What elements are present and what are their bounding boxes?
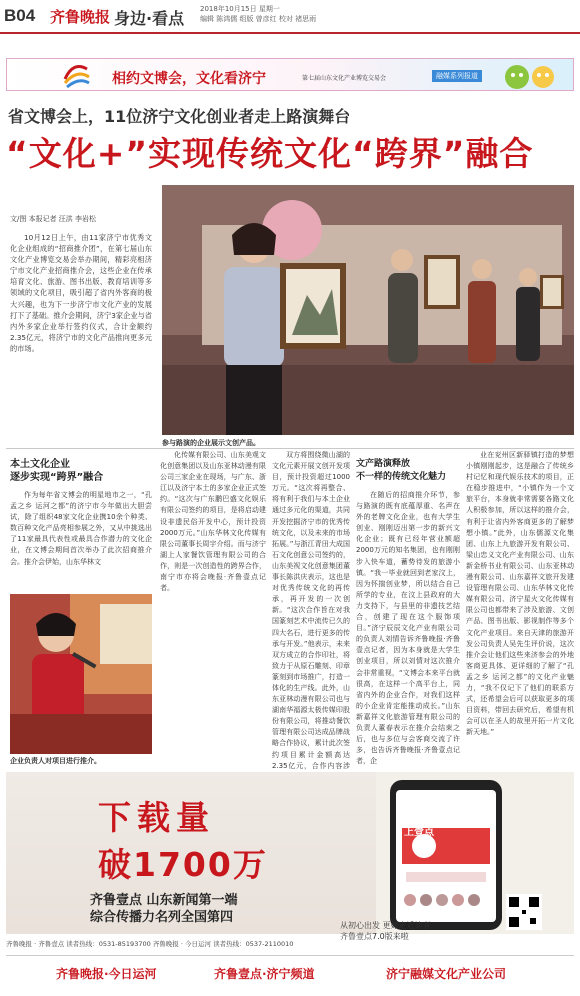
column-4 <box>356 458 460 767</box>
ad-tip: 从初心出发 更好走近读者 齐鲁壹点7.0版来啦 <box>340 921 431 941</box>
speaker-photo-caption: 企业负责人对项目进行推介。 <box>10 757 101 765</box>
column-1-heading: 本土文化企业 逐步实现“跨界”融合 <box>10 459 104 483</box>
expo-logo-icon <box>65 67 89 87</box>
reader-hotlines: 齐鲁晚报 · 齐鲁壹点 读者热线：0531-85193700 齐鲁晚报 · 今日运河 读者热线：0537-2110010 <box>6 940 294 948</box>
footer-logo-1: 齐鲁晚报·今日运河 <box>56 967 157 981</box>
column-3-text: 双方将围绕微山湖的文化元素开展文创开发项目，预计投资超过1000万元。“这次将再整合、将有利于我们与本土企业通过多元化的渠道，共同开发挖掘济宁市的优秀传统文化，以及未来的市场拓展。”与浙江青田大成国石文化创意公司签约的，山东美视文化创意集团董事长陈洪庆表示，这也是对优秀传统文化的再传承，再开发的一次创新。“这次合作旨在对我国篆刻艺术中流传已久的四大名石，进行更多的传承与开发。”他表示，未来双方成立的合作印社，将致力于从原石雕刻、印章篆刻到市场推广，打造一体化的生产线。此外，山东亚林动漫有限公司也与湖南华福源太极传媒印股份有限公司，将推动餐饮管理有限公司达成品牌战略合作协议，累计此次签约项目累计金额高达2.35亿元，合作内容涉 <box>272 451 350 770</box>
banner-title: 相约文博会，文化看济宁 <box>112 71 266 87</box>
qr-code-icon <box>506 894 542 930</box>
paper-logo: 齐鲁晚报 <box>50 8 111 26</box>
banner-subtitle: 第七届山东文化产业博览交易会 <box>302 75 387 82</box>
phone-icon <box>390 780 502 930</box>
page-number: B04 <box>4 6 36 25</box>
footer-logo-3: 济宁融媒文化产业公司 <box>386 967 507 981</box>
ad-headline-1: 下载量 <box>98 798 215 837</box>
staff-credits: 编辑 陈鸿儒 组版 曾彦红 校对 褚思雨 <box>200 15 317 23</box>
mascot-icon <box>505 65 554 89</box>
issue-date: 2018年10月15日 星期一 <box>200 5 280 13</box>
ad-slogan: 综合传播力名列全国第四 <box>90 910 234 925</box>
footer-logos <box>6 955 574 989</box>
expo-banner <box>6 58 574 91</box>
banner-tag: 融媒系列报道 <box>432 70 482 82</box>
phone-screen-text: 找记者 上壹点 <box>404 815 434 838</box>
column-5-text: 业在兖州区新驿镇打造的梦想小镇刚刚起步，这是融合了传统乡村记忆和现代娱乐技术的项目，正在稳步推进中，“小镇作为一个文旅平台，本身就非常需要各路文化人积极参加，所以这样的推介会，有利于让省内外客商更多的了解梦想小镇。”此外，山东儒源文化集团、山东上九旅游开发有限公司、梁山忠义文化产业有限公司、山东新金桥书业有限公司、山东亚林动漫有限公司、山东嘉祥文旅开发建设管理有限公司、山东华林文化传媒有限公司、济宁星火文化传媒有限公司也都带来了涉及旅游、文创产品、图书出版、影视制作等多个文化产业项目。来自天津的旅游开发公司负责人吴先生评价说，这次推介会让他们这些来济参会的外地客商更具体、更详细的了解了“孔孟之乡 运河之都”的文化产业魅力，“我不仅记下了他们的联系方式，还希望会后可以获取更多的项目资料，带回去研究后，希望有机会可以在圣人的故里开拓一片文化新天地。” <box>466 451 574 737</box>
divider <box>6 448 574 449</box>
column-2-text: 化传媒有限公司、山东美观文化创意集团以及山东亚林动漫有限公司三家企业在现场，与广东、浙江以及济宁本土的多家企业正式签约。“这次与广东鹏巴盛文化娱乐有限公司签约的项目，是将启动建设非遗民俗开发中心，预计投资2000万元。”山东华林文化传媒有限公司董事长周宇介绍。而与济宁湖上人家餐饮管理有限公司的合作，则是一次创造性的跨界合作，南宁市亦将会晚报·齐鲁壹点记者。 <box>160 451 266 593</box>
column-4-text: 在随后的招商推介环节，参与路演的既有底蕴厚重、名声在外的老牌文化企业，也有大学生创业、刚刚迈出第一步的新兴文化企业；既有已经年营业额超2000万元的知名集团，也有刚刚步入快车道，蓄势待发的旅游小镇。“我一毕业就回到老家汶上，因为怀揣创业梦，所以结合自己所学的专业，在汶上县政府的大力支持下，与县里的非遗技艺结合，创建了现在这个服饰项目。”济宁辰辰文化产业有限公司的负责人刘情告诉齐鲁晚报·齐鲁壹点记者，因为本身就是大学生创业项目，所以刘情对这次推介会非常重视，“文博会本来平台就很高，在这样一个高平台上，同省内外的企业合作，对我们这样的小企业肯定能推动成长。”山东新嘉祥文化旅游管理有限公司的负责人董春表示在推介会结束之后，也与多位与会客商交流了许多，也告诉齐鲁晚报·齐鲁壹点记者，企 <box>356 491 460 766</box>
column-1 <box>10 458 152 568</box>
speaker-photo <box>10 594 152 754</box>
issue-meta <box>200 4 400 24</box>
column-1-text: 作为每年省文博会的明星地市之一，“孔孟之乡 运河之都”的济宁市今年做出大胆尝试，除了组织48家文化企业携10余个种类、数百种文化产品亮相参展之外，又从中挑选出了11家最具代表性或最具合作潜力的文化企业，在文博会期间首次举办了此次招商推介会。推介会伊始，山东华林文 <box>10 491 152 566</box>
main-photo <box>162 185 574 435</box>
article-subtitle: 省文博会上，11位济宁文化创业者走上路演舞台 <box>8 107 351 126</box>
ad-headline-2: 破1700万 <box>98 845 268 884</box>
byline: 文/图 本报记者 汪洪 李岩松 <box>10 215 97 223</box>
section-title: 身边·看点 <box>114 9 185 28</box>
article-title: “文化+”实现传统文化“跨界”融合 <box>6 134 534 173</box>
column-4-heading: 文产路演释放 不一样的传统文化魅力 <box>356 459 447 482</box>
main-photo-caption: 参与路演的企业展示文创产品。 <box>162 439 260 447</box>
footer-logo-2: 齐鲁壹点·济宁频道 <box>214 967 315 981</box>
lead-paragraph: 10月12日上午，由11家济宁市优秀文化企业组成的“招商推介团”，在第七届山东文化产业博览交易会举办期间，精彩亮相济宁市文化产业招商推介会，这些企业在传承培育文化、旅游、图书出版、教育培训等多领域的文化项目，吸引超了省内外客商的极大兴趣，也为下一步济宁市文化产业的发展打下了基础。推介会期间，济宁3家企业与省内外多家企业举行签约仪式，合计金额约2.35亿元，将济宁市的文化产品推向更多元的市场。 <box>10 233 152 353</box>
ad-brand: 齐鲁壹点 山东新闻第一端 <box>90 893 238 908</box>
